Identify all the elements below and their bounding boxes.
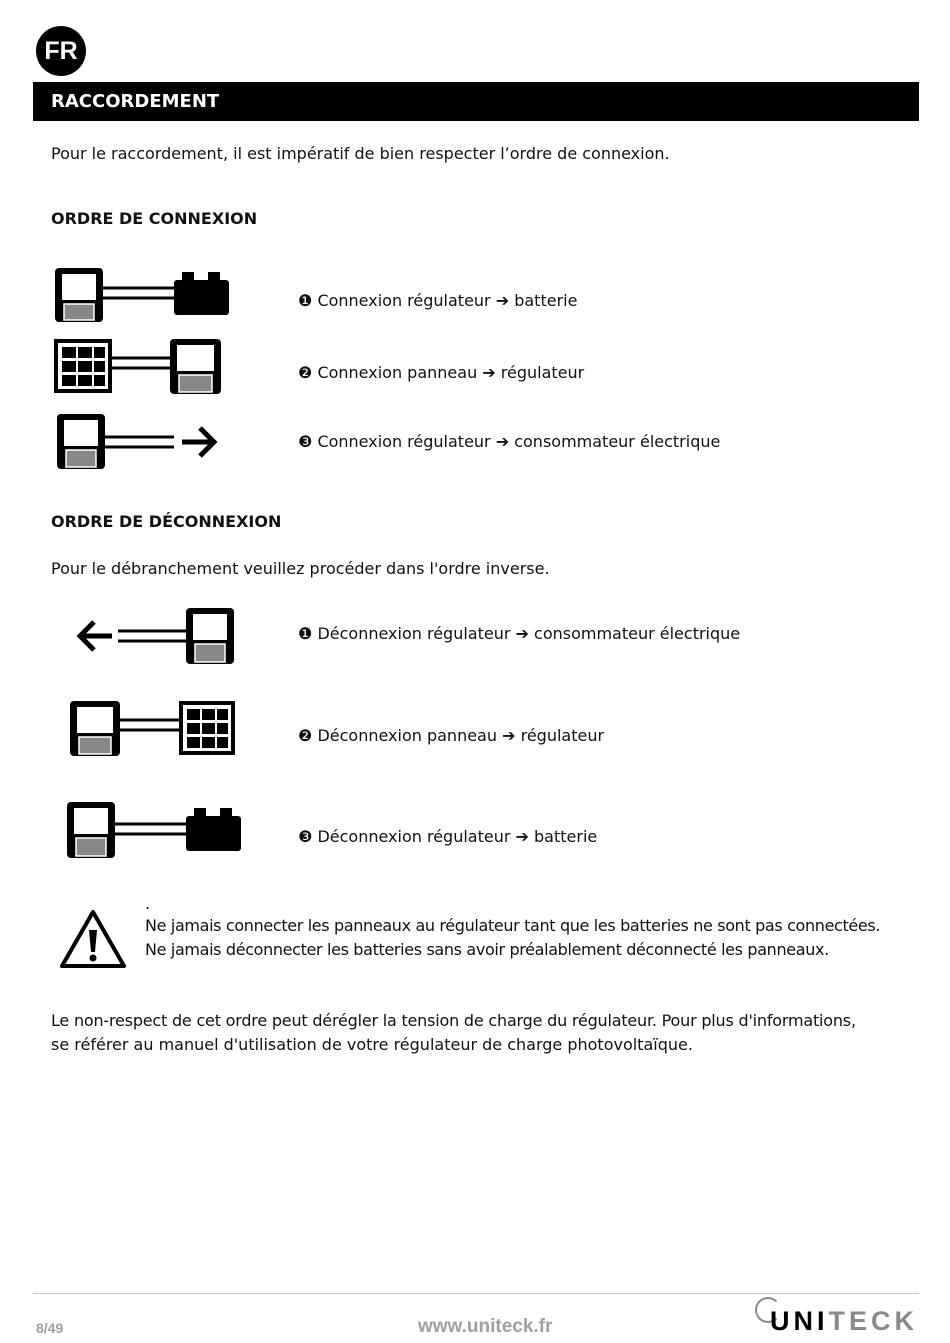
uniteck-logo: UNITECK bbox=[770, 1306, 918, 1336]
disconnect-intro: Pour le débranchement veuillez procéder dans l'ordre inverse. bbox=[51, 559, 550, 578]
connect-step-3: ❸ Connexion régulateur ➔ consommateur électrique bbox=[298, 432, 721, 451]
intro-text: Pour le raccordement, il est impératif de bien respecter l’ordre de connexion. bbox=[51, 144, 670, 163]
arrow-right-icon: ➔ bbox=[495, 432, 510, 451]
regulator-to-battery-icon bbox=[54, 266, 232, 326]
website-link[interactable]: www.uniteck.fr bbox=[418, 1316, 553, 1337]
consumer-from-regulator-icon bbox=[72, 606, 242, 666]
warning-dot: . bbox=[145, 894, 151, 913]
connect-step-1: ❶ Connexion régulateur ➔ batterie bbox=[298, 291, 578, 310]
connect-heading: ORDRE DE CONNEXION bbox=[51, 209, 258, 228]
footer-divider bbox=[33, 1293, 919, 1294]
disconnect-heading: ORDRE DE DÉCONNEXION bbox=[51, 512, 282, 531]
warning-icon bbox=[58, 908, 128, 970]
arrow-right-icon: ➔ bbox=[482, 363, 496, 382]
regulator-and-panel-icon bbox=[68, 700, 238, 760]
closing-text: Le non-respect de cet ordre peut dérégler la tension de charge du régulateur. Pour plus d'informations, se référer au manuel d'utilisation de votre régulateur de charge photovoltaïque. bbox=[51, 1011, 856, 1054]
regulator-and-battery-icon bbox=[66, 800, 244, 860]
disconnect-step-2: ❷ Déconnexion panneau ➔ régulateur bbox=[298, 726, 605, 745]
panel-to-regulator-icon bbox=[54, 338, 232, 398]
disconnect-step-3: ❸ Déconnexion régulateur ➔ batterie bbox=[298, 827, 598, 846]
regulator-to-consumer-icon bbox=[54, 412, 232, 472]
arrow-right-icon: ➔ bbox=[515, 624, 529, 643]
warning-text: Ne jamais connecter les panneaux au régulateur tant que les batteries ne sont pas connectées. Ne jamais déconnecter les batteries sans avoir préalablement déconnecté les panneaux. bbox=[145, 916, 881, 959]
language-badge: FR bbox=[36, 26, 86, 76]
arrow-right-icon: ➔ bbox=[502, 726, 516, 745]
disconnect-step-1: ❶ Déconnexion régulateur ➔ consommateur électrique bbox=[298, 624, 741, 643]
connect-step-2: ❷ Connexion panneau ➔ régulateur bbox=[298, 363, 585, 382]
page-number: 8/49 bbox=[36, 1320, 64, 1336]
arrow-right-icon: ➔ bbox=[495, 291, 510, 310]
arrow-right-icon: ➔ bbox=[515, 827, 529, 846]
section-title: RACCORDEMENT bbox=[33, 82, 919, 121]
